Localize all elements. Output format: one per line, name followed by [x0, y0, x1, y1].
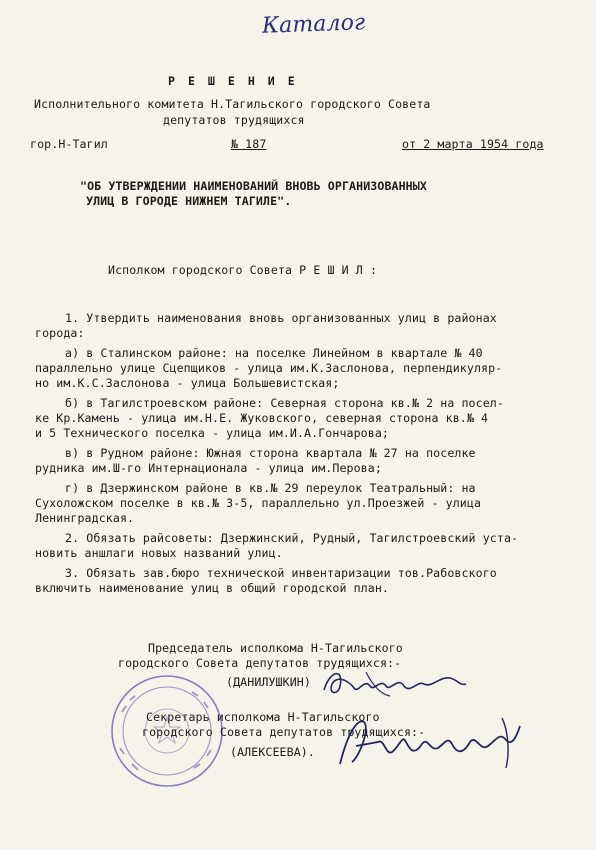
body-line: в) в Рудном районе: Южная сторона квартала № 27 на поселке: [65, 446, 476, 460]
body-line: и 5 Технического поселка - улица им.И.А.Гончарова;: [35, 426, 390, 440]
body-line: 3. Обязать зав.бюро технической инвентаризации тов.Рабовского: [65, 566, 497, 580]
body-line: города:: [35, 326, 85, 340]
secretary-name: (АЛЕКСЕЕВА).: [230, 745, 315, 759]
body-line: г) в Дзержинском районе в кв.№ 29 переулок Театральный: на: [65, 481, 476, 495]
chair-line-1: Председатель исполкома Н-Тагильского: [148, 641, 403, 655]
secretary-line-1: Секретарь исполкома Н-Тагильского: [146, 710, 380, 724]
body-line: 1. Утвердить наименования вновь организованных улиц в районах: [65, 311, 497, 325]
chair-line-2: городского Совета депутатов трудящихся:-: [118, 656, 402, 670]
body-line: ке Кр.Камень - улица им.Н.Е. Жуковского, северная сторона кв.№ 4: [35, 411, 489, 425]
issuer-line-1: Исполнительного комитета Н.Тагильского городского Совета: [34, 97, 431, 111]
document-number: № 187: [231, 137, 267, 151]
body-line: а) в Сталинском районе: на поселке Линейном в квартале № 40: [65, 346, 483, 360]
body-line: параллельно улице Сцепщиков - улица им.К.Заслонова, перпендикуляр-: [35, 361, 503, 375]
body-line: рудника им.Ш-го Интернационала - улица им.Перова;: [35, 461, 382, 475]
secretary-signature: [330, 712, 530, 776]
document-date: от 2 марта 1954 года: [402, 137, 544, 151]
subject-line-2: УЛИЦ В ГОРОДЕ НИЖНЕМ ТАГИЛЕ".: [86, 194, 292, 208]
body-line: 2. Обязать райсоветы: Дзержинский, Рудный, Тагилстроевский уста-: [65, 531, 519, 545]
document-title: Р Е Ш Е Н И Е: [168, 74, 298, 88]
issuer-line-2: депутатов трудящихся: [163, 113, 305, 127]
document-city: гор.Н-Тагил: [30, 137, 108, 151]
preamble: Исполком городского Совета Р Е Ш И Л :: [108, 263, 378, 277]
chair-name: (ДАНИЛУШКИН): [226, 675, 311, 689]
secretary-line-2: городского Совета депутатов трудящихся:-: [142, 725, 426, 739]
subject-line-1: "ОБ УТВЕРЖДЕНИИ НАИМЕНОВАНИЙ ВНОВЬ ОРГАНИЗОВАННЫХ: [80, 179, 427, 193]
body-line: Ленинградская.: [35, 511, 135, 525]
body-line: новить аншлаги новых названий улиц.: [35, 546, 283, 560]
body-line: включить наименование улиц в общий городской план.: [35, 581, 390, 595]
body-line: б) в Тагилстроевском районе: Северная сторона кв.№ 2 на посел-: [65, 396, 504, 410]
body-line: Сухоложском поселке в кв.№ 3-5, параллельно ул.Проезжей - улица: [35, 496, 482, 510]
chair-signature: [320, 664, 470, 704]
body-line: но им.К.С.Заслонова - улица Большевистская;: [35, 376, 340, 390]
handwritten-catalog-note: Каталог: [261, 10, 366, 39]
